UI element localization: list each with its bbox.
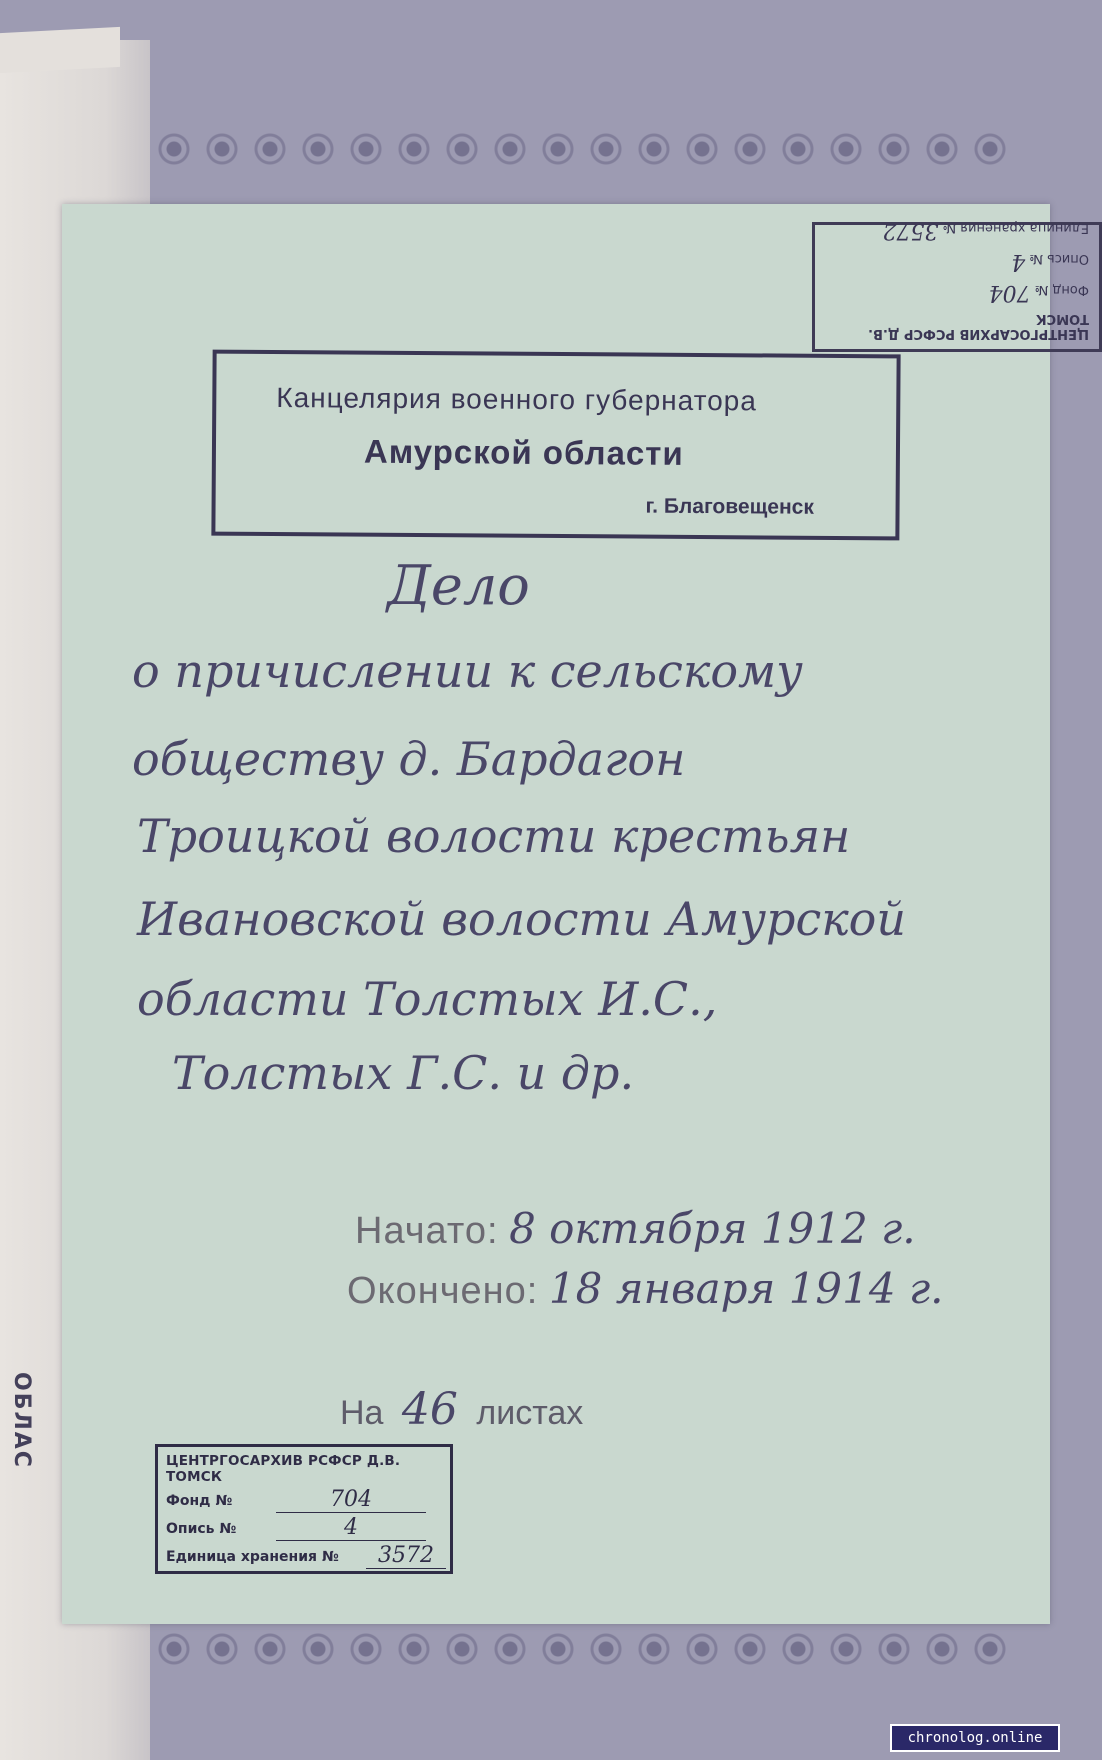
case-description-line1: о причислении к сельскому [132, 644, 803, 698]
stamp-bottom-unit-label: Единица хранения № [166, 1549, 339, 1565]
archive-stamp-top [812, 218, 1102, 352]
stamp-bottom-fond [166, 1487, 442, 1513]
stamp-bottom-opis-value: 4 [276, 1515, 426, 1541]
stamp-bottom-unit [166, 1543, 442, 1569]
stamp-top-opis-label: Опись № [1029, 251, 1089, 266]
archive-stamp-bottom [155, 1444, 453, 1574]
case-description-line3: Троицкой волости крестьян [137, 809, 851, 863]
stamp-top-opis-value: 4 [1011, 249, 1026, 274]
sheet-count-value: 46 [401, 1384, 458, 1435]
chancellery-stamp-line3: г. Благовещенск [645, 494, 814, 519]
sheet-count [340, 1384, 583, 1435]
stamp-top-unit-value: 3572 [882, 218, 939, 243]
sheet-count-suffix: листах [476, 1394, 584, 1432]
case-description-line5: области Толстых И.С., [137, 972, 718, 1026]
case-description-line6: Толстых Г.С. и др. [172, 1046, 635, 1100]
stamp-bottom-fond-label: Фонд № [166, 1493, 233, 1509]
stamp-bottom-archive: ЦЕНТРГОСАРХИВ РСФСР Д.В. ТОМСК [166, 1453, 401, 1485]
case-description-line2: обществу д. Бардагон [132, 732, 686, 786]
stamp-top-fond-value: 704 [988, 280, 1031, 305]
edge-text: ОБЛАС [9, 1372, 34, 1469]
start-date-value: 8 октября 1912 г. [509, 1204, 916, 1253]
stamp-bottom-opis [166, 1515, 442, 1541]
chancellery-stamp-line1: Канцелярия военного губернатора [276, 382, 757, 417]
end-date-row [347, 1264, 944, 1313]
stamp-top-unit-label: Единица хранения № [942, 220, 1089, 235]
ornament-border-bottom [150, 1625, 1020, 1673]
stamp-top-fond [825, 280, 1089, 305]
stamp-top-archive: ЦЕНТРГОСАРХИВ РСФСР Д.В. ТОМСК [868, 311, 1089, 341]
ornament-border-top [150, 125, 1020, 173]
end-date-value: 18 января 1914 г. [548, 1264, 944, 1313]
document-sheet [62, 204, 1089, 1624]
stamp-bottom-unit-value: 3572 [366, 1543, 446, 1569]
underlying-sheet-tab [0, 27, 120, 73]
start-date-row [355, 1204, 916, 1253]
watermark-badge: chronolog.online [890, 1724, 1060, 1752]
case-title: Дело [387, 554, 530, 617]
stamp-top-opis [825, 249, 1089, 274]
chancellery-stamp [211, 350, 900, 541]
stamp-top-unit [825, 218, 1089, 243]
chancellery-stamp-line2: Амурской области [363, 432, 684, 472]
stamp-bottom-fond-value: 704 [276, 1487, 426, 1513]
stamp-top-fond-label: Фонд № [1034, 282, 1089, 297]
sheet-count-prefix: На [340, 1394, 384, 1432]
start-date-label: Начато: [355, 1210, 499, 1252]
case-description-line4: Ивановской волости Амурской [137, 892, 906, 946]
end-date-label: Окончено: [347, 1270, 539, 1312]
stamp-bottom-opis-label: Опись № [166, 1521, 237, 1537]
